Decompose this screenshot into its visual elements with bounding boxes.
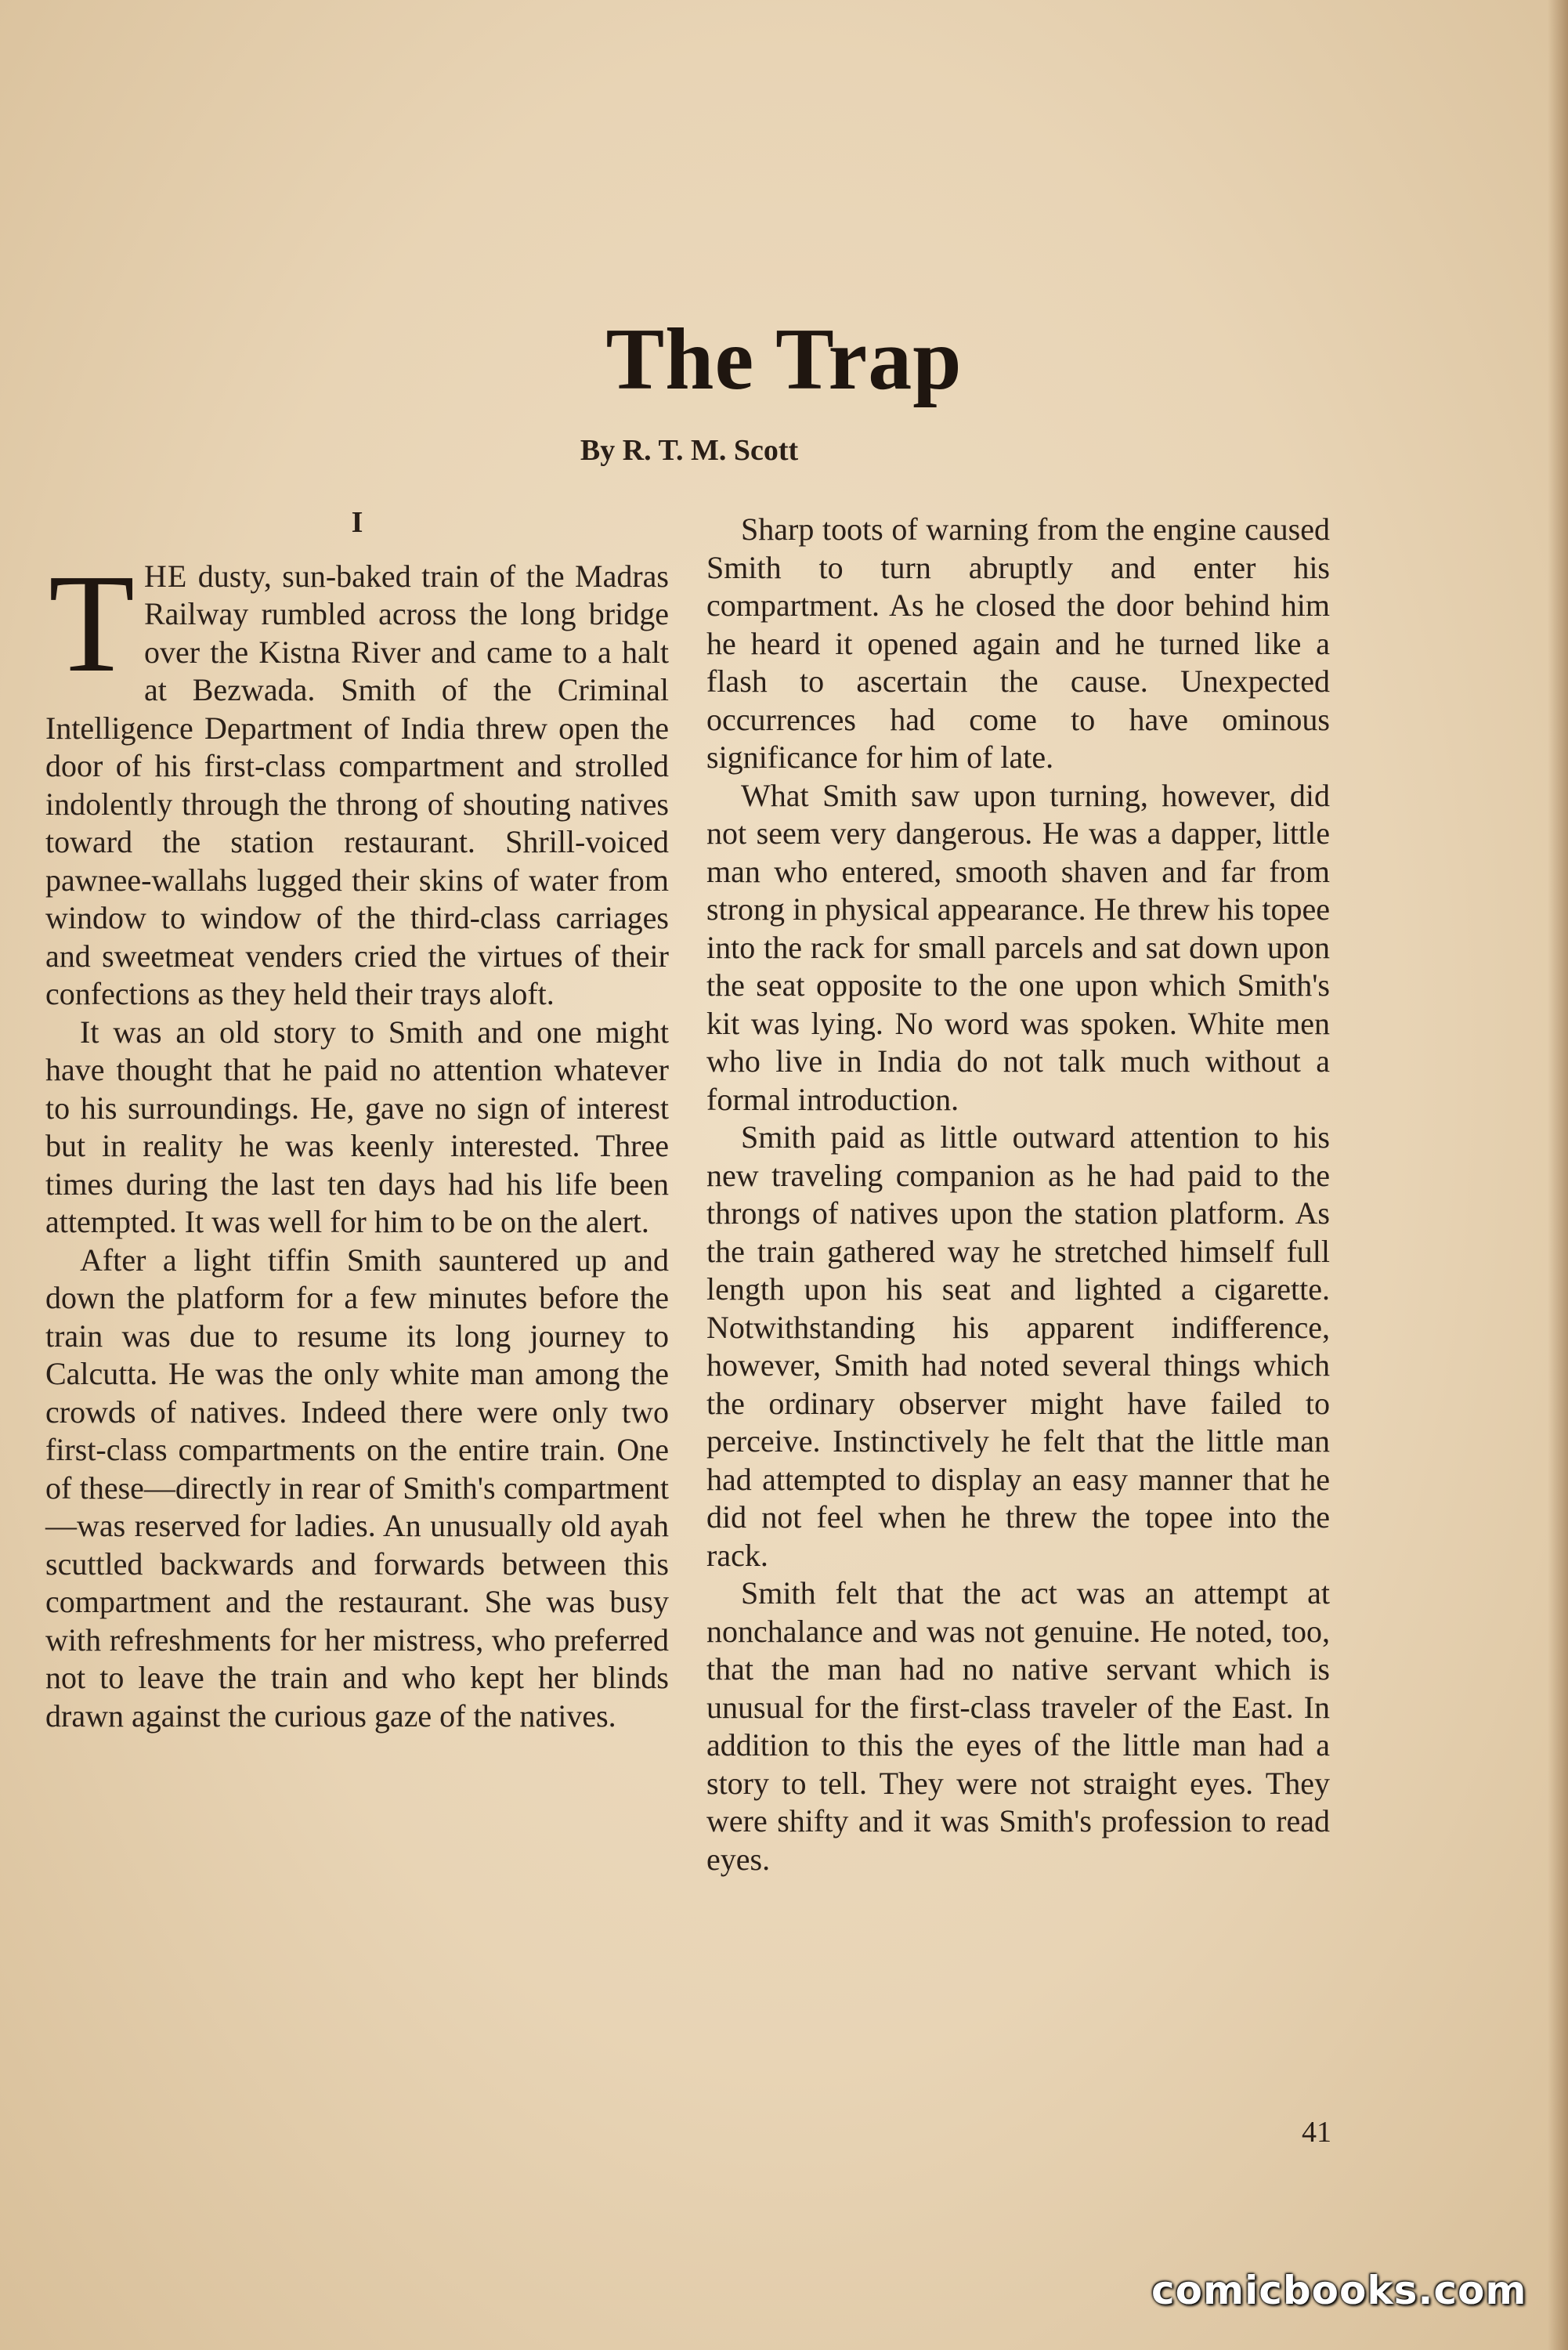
paragraph: Smith paid as little outward attention to his new traveling companion as he had paid to the throngs of natives upon the station platform. As the train gathered way he stretched himself full length upon his seat and lighted a cigarette. Notwithstanding his apparent indifference, however, Smith had noted several things which the ordinary observer might have failed to perceive. Instinctively he felt that the little man had attempted to display an easy manner that he did not feel when he threw the topee into the rack. (706, 1119, 1330, 1573)
paragraph: What Smith saw upon turning, however, did not seem very dangerous. He was a dapper, little man who entered, smooth shaven and far from strong in physical appearance. He threw his topee into the rack for small parcels and sat down upon the seat opposite to the one upon which Smith's kit was lying. No word was spoken. White men who live in India do not talk much without a formal introduction. (706, 777, 1330, 1117)
opening-paragraph (45, 544, 669, 1014)
left-column (45, 504, 669, 1735)
paragraph-text: dusty, sun-baked train of the Madras Railway rumbled across the long bridge over the Kistna River and came to a halt at Bezwada. Smith of the Criminal Intelligence Department of India threw open the door of his first-class compartment and strolled indolently through the throng of shouting natives toward the station restaurant. Shrill-voiced pawnee-wallahs lugged their skins of water from window to window of the third-class carriages and sweetmeat venders cried the virtues of their confections as they held their trays aloft. (45, 558, 669, 1011)
story-byline: By R. T. M. Scott (580, 434, 799, 467)
page-number: 41 (1302, 2116, 1331, 2149)
paragraph: After a light tiffin Smith sauntered up and down the platform for a few minutes before the train was due to resume its long journey to Calcutta. He was the only white man among the crowds of natives. Indeed there were only two first-class compartments on the entire train. One of these—directly in rear of Smith's compartment—was reserved for ladies. An unusually old ayah scuttled backwards and forwards between this compartment and the restaurant. She was busy with refreshments for her mistress, who preferred not to leave the train and who kept her blinds drawn against the curious gaze of the natives. (45, 1242, 669, 1734)
opening-word-rest: HE (143, 558, 188, 594)
watermark-logo: comicbooks.com (1151, 2268, 1527, 2313)
right-column (706, 511, 1330, 1878)
section-number: I (351, 506, 363, 539)
paragraph: Sharp toots of warning from the engine caused Smith to turn abruptly and enter his compartment. As he closed the door behind him he heard it opened again and he turned like a flash to ascertain the cause. Unexpected occurrences had come to have ominous significance for him of late. (706, 512, 1330, 775)
drop-cap: T (49, 544, 135, 701)
paragraph: It was an old story to Smith and one might have thought that he paid no attention whatever to his surroundings. He, gave no sign of interest but in reality he was keenly interested. Three times during the last ten days had his life been attempted. It was well for him to be on the alert. (45, 1014, 669, 1239)
story-title: The Trap (605, 311, 963, 408)
paragraph: Smith felt that the act was an attempt at nonchalance and was not genuine. He noted, too, that the man had no native servant which is unusual for the first-class traveler of the East. In addition to this the eyes of the little man had a story to tell. They were not straight eyes. They were shifty and it was Smith's profession to read eyes. (706, 1575, 1330, 1877)
